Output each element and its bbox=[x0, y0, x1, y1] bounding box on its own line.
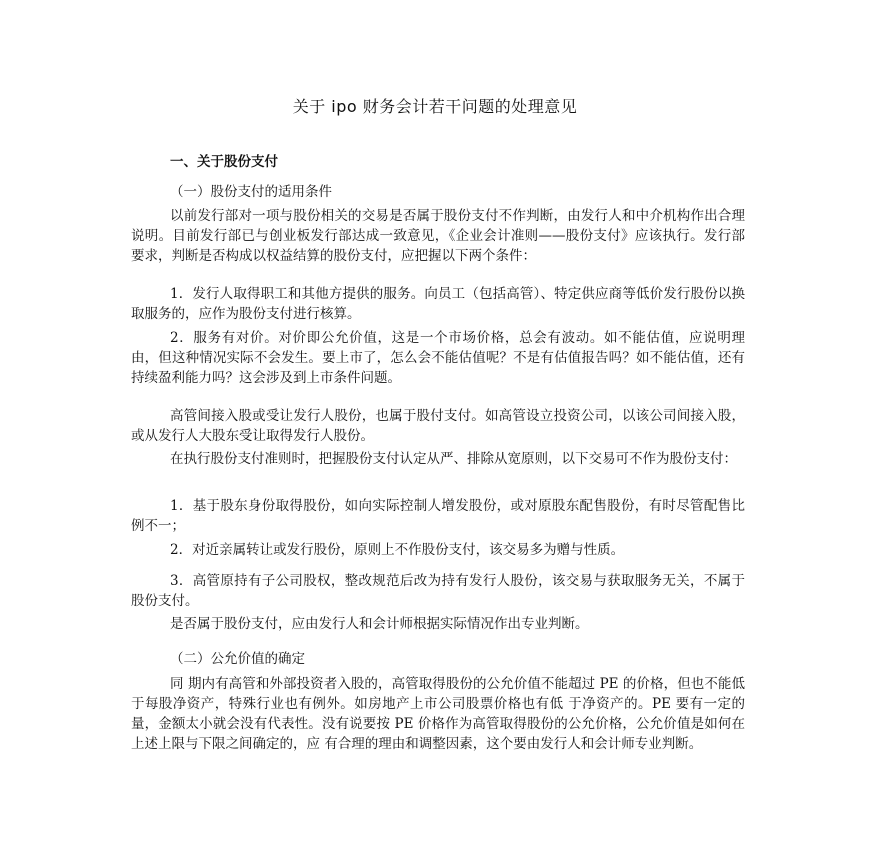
paragraph: 2．对近亲属转让或发行股份，原则上不作股份支付，该交易多为赠与性质。 bbox=[170, 542, 625, 558]
paragraph: 1．发行人取得职工和其他方提供的服务。向员工（包括高管）、特定供应商等低价发行股份以换取服务的，应作为股份支付进行核算。 bbox=[131, 286, 745, 322]
subsection-heading-fair-value: （二）公允价值的确定 bbox=[170, 651, 305, 667]
paragraph: 2．服务有对价。对价即公允价值，这是一个市场价格，总会有波动。如不能估值，应说明理由，但这种情况实际不会发生。要上市了，怎么会不能估值呢？不是有估值报告吗？如不能估值，还有持续盈利能力吗？这会涉及到上市条件问题。 bbox=[131, 330, 745, 386]
paragraph: 是否属于股份支付，应由发行人和会计师根据实际情况作出专业判断。 bbox=[170, 616, 589, 632]
paragraph: 3．高管原持有子公司股权，整改规范后改为持有发行人股份，该交易与获取服务无关，不属于股份支付。 bbox=[131, 573, 745, 609]
section-heading-share-payment: 一、关于股份支付 bbox=[170, 154, 278, 170]
paragraph: 同 期内有高管和外部投资者入股的，高管取得股份的公允价值不能超过 PE 的价格，但也不能低于每股净资产，特殊行业也有例外。如房地产上市公司股票价格也有低 于净资产的。PE 要有一定的量，金额太小就会没有代表性。没有说要按 PE 价格作为高管取得股份的公允价格，公允价值是如何在上述上限与下限之间确定的，应 有合理的理由和调整因素，这个要由发行人和会计师专业判断。 bbox=[131, 676, 745, 752]
paragraph: 在执行股份支付准则时，把握股份支付认定从严、排除从宽原则，以下交易可不作为股份支付： bbox=[170, 451, 737, 467]
document-title: 关于 ipo 财务会计若干问题的处理意见 bbox=[292, 97, 578, 116]
subsection-heading-applicable-conditions: （一）股份支付的适用条件 bbox=[170, 184, 332, 200]
paragraph: 以前发行部对一项与股份相关的交易是否属于股份支付不作判断，由发行人和中介机构作出合理说明。目前发行部已与创业板发行部达成一致意见，《企业会计准则——股份支付》应该执行。发行部要求，判断是否构成以权益结算的股份支付，应把握以下两个条件： bbox=[131, 208, 745, 264]
paragraph: 1．基于股东身份取得股份，如向实际控制人增发股份，或对原股东配售股份，有时尽管配售比例不一； bbox=[131, 498, 745, 534]
paragraph: 高管间接入股或受让发行人股份，也属于股付支付。如高管设立投资公司，以该公司间接入股，或从发行人大股东受让取得发行人股份。 bbox=[131, 408, 745, 444]
